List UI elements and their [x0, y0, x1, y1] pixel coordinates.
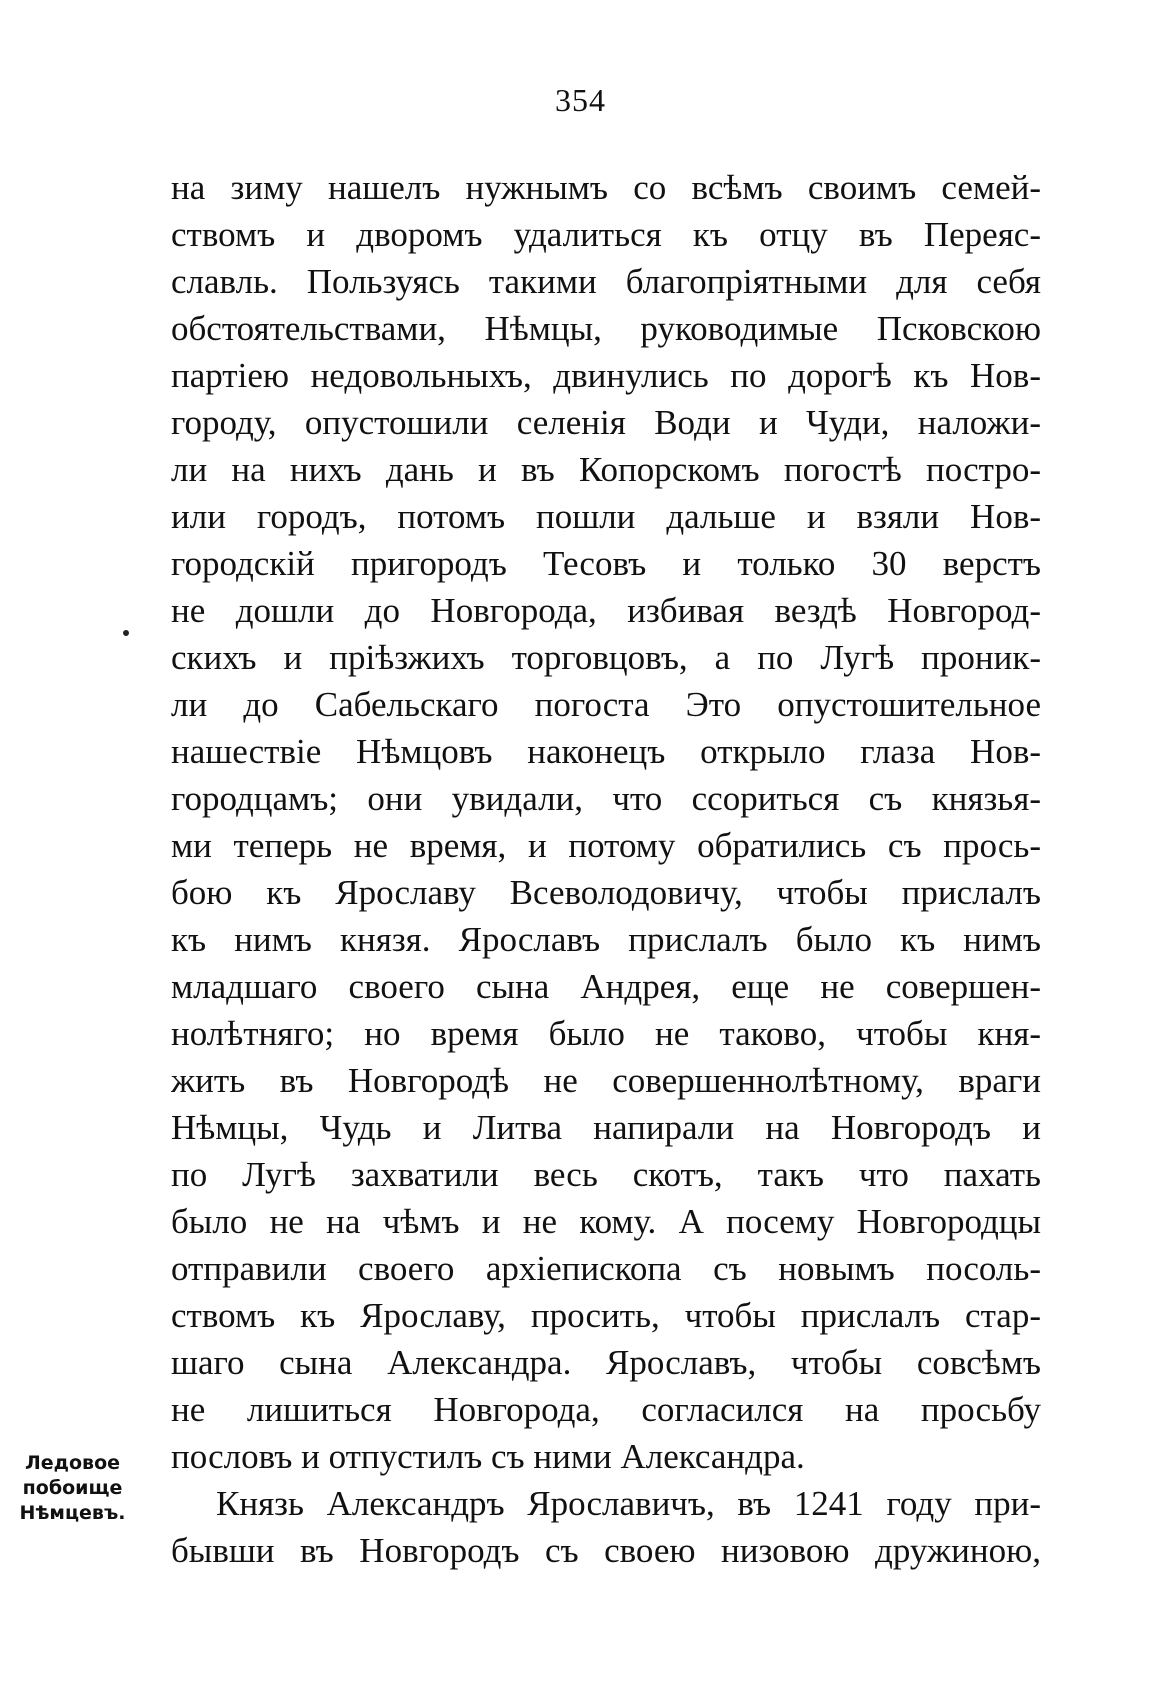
- margin-note: [10, 1451, 135, 1526]
- text-line: обстоятельствами, Нѣмцы, руководимые Псковскою: [171, 309, 1041, 348]
- body-text: [171, 164, 1041, 1574]
- text-line: скихъ и пріѣзжихъ торговцовъ, а по Лугѣ проник-: [171, 638, 1041, 677]
- margin-note-line: побоище: [22, 1477, 123, 1499]
- margin-note-line: Ледовое: [24, 1452, 121, 1474]
- text-line: бывши въ Новгородъ съ своею низовою дружиною,: [171, 1531, 1041, 1570]
- text-line: на зиму нашелъ нужнымъ со всѣмъ своимъ семей-: [171, 168, 1041, 207]
- text-line: пословъ и отпустилъ съ ними Александра.: [171, 1437, 805, 1476]
- text-line: ми теперь не время, и потому обратились съ прось-: [171, 826, 1041, 865]
- page-number: 354: [555, 82, 606, 118]
- text-line: отправили своего архіепископа съ новымъ посоль-: [171, 1249, 1041, 1288]
- text-line: Князь Александръ Ярославичъ, въ 1241 году при-: [216, 1484, 1041, 1523]
- text-line: не дошли до Новгорода, избивая вездѣ Новгород-: [171, 591, 1041, 630]
- text-line: младшаго своего сына Андрея, еще не совершен-: [171, 967, 1041, 1006]
- text-line: по Лугѣ захватили весь скотъ, такъ что пахать: [171, 1155, 1041, 1194]
- text-line: Нѣмцы, Чудь и Литва напирали на Новгородъ и: [171, 1108, 1041, 1147]
- text-line: ствомъ къ Ярославу, просить, чтобы прислалъ стар-: [171, 1296, 1041, 1335]
- text-line: городцамъ; они увидали, что ссориться съ князья-: [171, 779, 1041, 818]
- paragraph: [171, 1480, 1041, 1574]
- text-line: ли до Сабельскаго погоста Это опустошительное: [171, 685, 1041, 724]
- text-line: городскій пригородъ Тесовъ и только 30 верстъ: [171, 544, 1041, 583]
- text-line: или городъ, потомъ пошли дальше и взяли Нов-: [171, 497, 1041, 536]
- text-line: ли на нихъ дань и въ Копорскомъ погостѣ постро-: [171, 450, 1041, 489]
- text-line: ствомъ и дворомъ удалиться къ отцу въ Переяс-: [171, 215, 1041, 254]
- paragraph: [171, 164, 1041, 1480]
- text-line: было не на чѣмъ и не кому. А посему Новгородцы: [171, 1202, 1041, 1241]
- text-line: славль. Пользуясь такими благопріятными для себя: [171, 262, 1041, 301]
- text-line: нолѣтняго; но время было не таково, чтобы кня-: [171, 1014, 1041, 1053]
- text-line: жить въ Новгородѣ не совершеннолѣтному, враги: [171, 1061, 1041, 1100]
- text-line: не лишиться Новгорода, согласился на просьбу: [171, 1390, 1041, 1429]
- text-line: партіею недовольныхъ, двинулись по дорогѣ къ Нов-: [171, 356, 1041, 395]
- text-line: городу, опустошили селенія Води и Чуди, наложи-: [171, 403, 1041, 442]
- text-line: нашествіе Нѣмцовъ наконецъ открыло глаза Нов-: [171, 732, 1041, 771]
- print-speck: [123, 630, 129, 636]
- text-line: бою къ Ярославу Всеволодовичу, чтобы прислалъ: [171, 873, 1041, 912]
- text-line: къ нимъ князя. Ярославъ прислалъ было къ нимъ: [171, 920, 1041, 959]
- text-line: шаго сына Александра. Ярославъ, чтобы совсѣмъ: [171, 1343, 1041, 1382]
- margin-note-line: Нѣмцевъ.: [19, 1502, 126, 1524]
